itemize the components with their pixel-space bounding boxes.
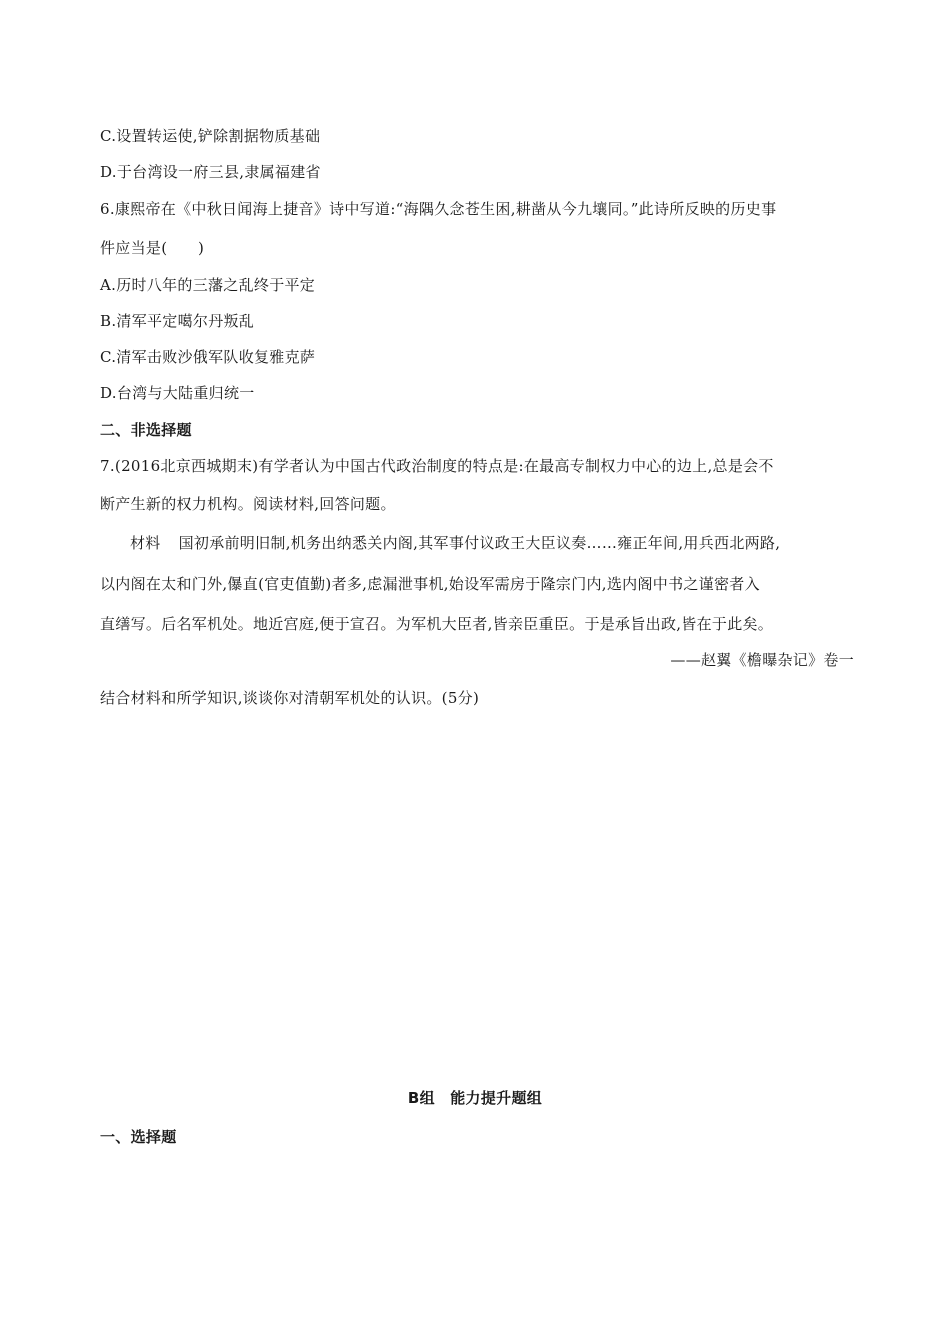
q7-material-line2: 以内阁在太和门外,儤直(官吏值勤)者多,虑漏泄事机,始设军需房于隆宗门内,选内阁中书之谨密者入 — [100, 575, 760, 593]
q7-material-line1 — [130, 533, 780, 553]
material-label: 材料 — [130, 534, 161, 552]
q6-option-a: A.历时八年的三藩之乱终于平定 — [100, 276, 316, 294]
q7-stem-line1: 7.(2016北京西城期末)有学者认为中国古代政治制度的特点是:在最高专制权力中心的边上,总是会不 — [100, 457, 774, 475]
q7-material-line3: 直缮写。后名军机处。地近宫庭,便于宣召。为军机大臣者,皆亲臣重臣。于是承旨出政,皆在于此矣。 — [100, 615, 774, 633]
q6-stem-line2: 件应当是( ) — [100, 239, 205, 257]
q6-option-b: B.清军平定噶尔丹叛乱 — [100, 312, 255, 330]
group-b-heading: B组 能力提升题组 — [407, 1089, 543, 1107]
q7-source: ——赵翼《檐曝杂记》卷一 — [670, 651, 854, 669]
group-b-section1-heading: 一、选择题 — [100, 1128, 177, 1146]
q5-option-c: C.设置转运使,铲除割据物质基础 — [100, 127, 321, 145]
q6-stem-line1: 6.康熙帝在《中秋日闻海上捷音》诗中写道:“海隅久念苍生困,耕凿从今九壤同。”此诗所反映的历史事 — [100, 200, 777, 218]
section2-heading: 二、非选择题 — [100, 421, 192, 439]
q6-option-c: C.清军击败沙俄军队收复雅克萨 — [100, 348, 316, 366]
q7-question: 结合材料和所学知识,谈谈你对清朝军机处的认识。(5分) — [100, 689, 480, 707]
q5-option-d: D.于台湾设一府三县,隶属福建省 — [100, 163, 321, 181]
material-text-1: 国初承前明旧制,机务出纳悉关内阁,其军事付议政王大臣议奏……雍正年间,用兵西北两路, — [178, 534, 781, 552]
q6-option-d: D.台湾与大陆重归统一 — [100, 384, 255, 402]
q7-stem-line2: 断产生新的权力机构。阅读材料,回答问题。 — [100, 495, 396, 513]
